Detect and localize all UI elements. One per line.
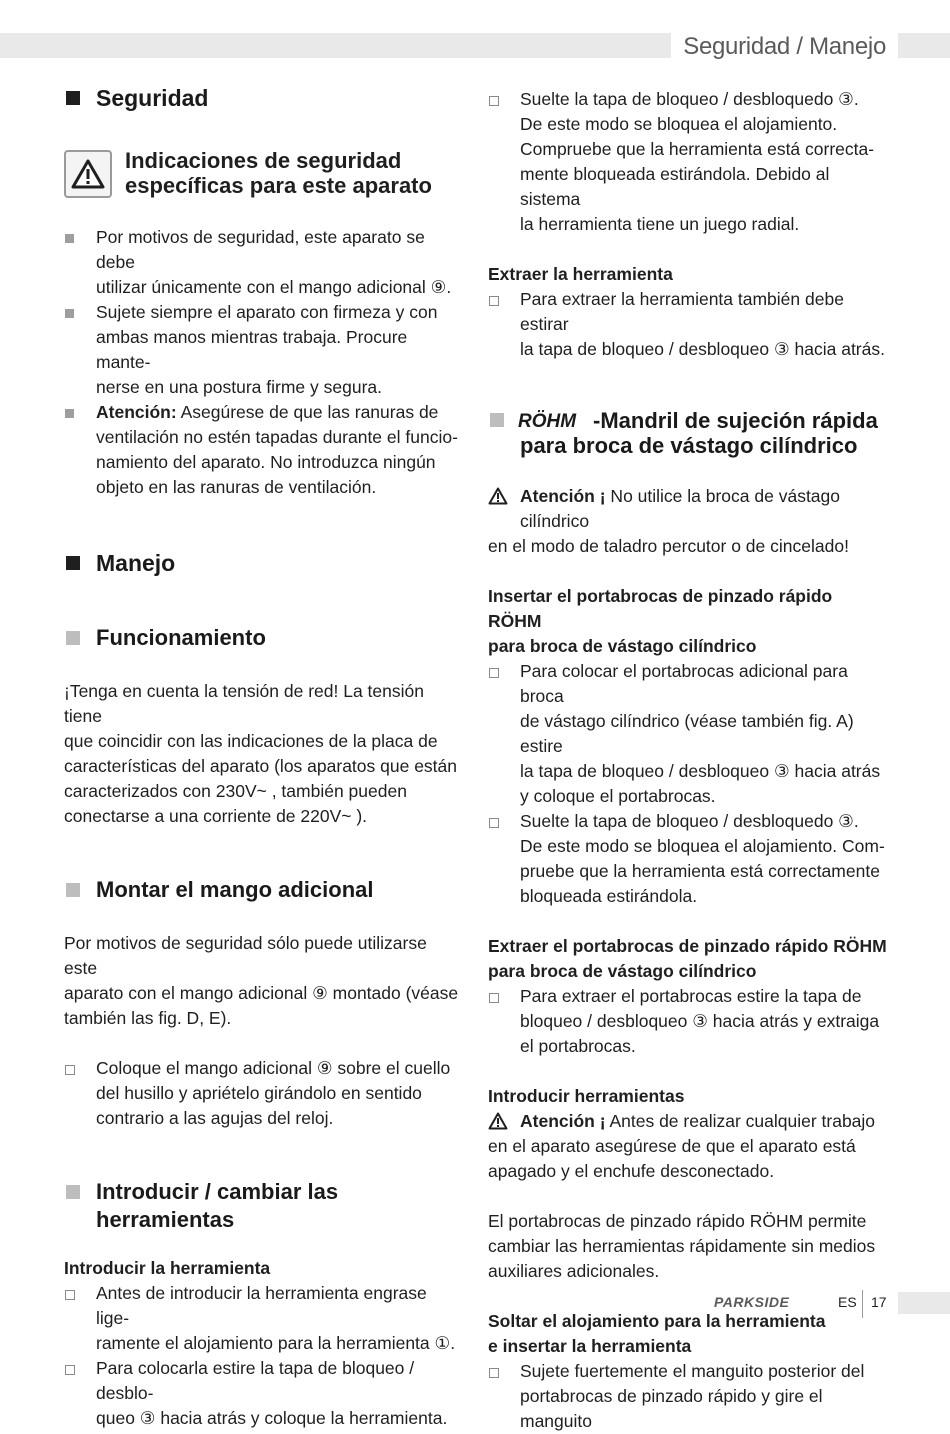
text-line: Soltar el alojamiento para la herramienta	[488, 1311, 826, 1331]
subheading-soltar	[488, 1309, 888, 1359]
text-line: de vástago cilíndrico (véase también fig. A) estire	[520, 711, 854, 756]
text-line: también las fig. D, E).	[64, 1008, 232, 1028]
heading-mango-text: Montar el mango adicional	[96, 877, 374, 902]
warning-triangle-icon	[488, 1112, 508, 1130]
text-line: en el modo de taladro percutor o de cincelado!	[488, 536, 849, 556]
mango-paragraph	[64, 931, 464, 1031]
text-line: nerse en una postura firme y segura.	[96, 377, 382, 397]
heading-square-icon	[66, 556, 80, 570]
attention-warning	[488, 1109, 888, 1134]
text-line: De este modo se bloquea el alojamiento. Com-	[520, 836, 885, 856]
text-line: y coloque el portabrocas.	[520, 786, 716, 806]
text-line: del husillo y apriételo girándolo en sentido	[96, 1083, 422, 1103]
heading-manejo	[64, 549, 464, 577]
list-item	[488, 87, 888, 237]
text-span: Asegúrese de que las ranuras de	[176, 402, 439, 422]
rohm-paragraph	[488, 1209, 888, 1284]
heading-funcionamiento	[64, 624, 464, 652]
list-item	[64, 1281, 464, 1356]
text-span: Antes de realizar cualquier trabajo	[605, 1111, 876, 1131]
attention-label: Atención ¡	[520, 1111, 606, 1131]
safety-warning-heading	[64, 148, 464, 198]
text-line: queo ③ hacia atrás y coloque la herramienta.	[96, 1408, 448, 1428]
warning-triangle-icon	[64, 150, 112, 198]
warning-triangle-icon	[488, 487, 508, 505]
list-item	[64, 300, 464, 400]
left-column	[64, 84, 464, 1431]
list-item	[64, 400, 464, 500]
text-span: No utilice la broca de vástago cilíndrico	[520, 486, 841, 531]
attention-warning	[488, 484, 888, 534]
text-line: Por motivos de seguridad, este aparato se debe	[96, 227, 425, 272]
heading-mandril	[488, 408, 888, 458]
text-line: aparato con el mango adicional ⑨ montado (véase	[64, 983, 459, 1003]
list-item	[64, 1056, 464, 1131]
language-code: ES	[838, 1294, 857, 1310]
text-line: bloqueo / desbloqueo ③ hacia atrás y extraiga	[520, 1011, 880, 1031]
heading-square-icon	[66, 91, 80, 105]
heading-seguridad	[64, 84, 464, 112]
checkbox-bullet-icon	[489, 993, 499, 1003]
text-line: Antes de introducir la herramienta engrase lige-	[96, 1283, 427, 1328]
heading-herramientas-text: Introducir / cambiar las herramientas	[96, 1179, 339, 1232]
text-line: De este modo se bloquea el alojamiento.	[520, 114, 838, 134]
bullet-square-icon	[65, 234, 74, 243]
text-line: namiento del aparato. No introduzca ningún	[96, 452, 436, 472]
text-line: Coloque el mango adicional ⑨ sobre el cuello	[96, 1058, 451, 1078]
list-item	[64, 1356, 464, 1431]
text-line: la tapa de bloqueo / desbloqueo ③ hacia atrás.	[520, 339, 885, 359]
subheading-introducir: Introducir la herramienta	[64, 1258, 271, 1278]
bullet-square-icon	[65, 409, 74, 418]
list-item	[488, 809, 888, 909]
safety-bullet-list	[64, 225, 464, 500]
list-item	[488, 659, 888, 809]
checkbox-bullet-icon	[489, 818, 499, 828]
footer-divider	[862, 1290, 863, 1318]
text-line: Insertar el portabrocas de pinzado rápido RÖHM	[488, 586, 833, 631]
attention-label: Atención:	[96, 402, 177, 422]
subheading-introducir-herramientas: Introducir herramientas	[488, 1086, 685, 1106]
heading-square-icon	[490, 413, 504, 427]
funcionamiento-paragraph	[64, 679, 464, 829]
warning-title-line: Indicaciones de seguridad	[125, 148, 402, 173]
text-line: que coincidir con las indicaciones de la placa de	[64, 731, 438, 751]
text-line: Suelte la tapa de bloqueo / desbloquedo ③.	[520, 811, 859, 831]
text-line: objeto en las ranuras de ventilación.	[96, 477, 377, 497]
heading-mandril-line: -Mandril de sujeción rápida	[593, 408, 878, 433]
bullet-square-icon	[65, 309, 74, 318]
text-line: mente bloqueada estirándola. Debido al sistema	[520, 164, 830, 209]
text-line: para broca de vástago cilíndrico	[488, 636, 757, 656]
checkbox-bullet-icon	[65, 1290, 75, 1300]
text-line: para broca de vástago cilíndrico	[488, 961, 757, 981]
checkbox-bullet-icon	[489, 668, 499, 678]
text-line: apagado y el enchufe desconectado.	[488, 1161, 775, 1181]
page-header-title: Seguridad / Manejo	[671, 30, 898, 64]
text-line: Para extraer la herramienta también debe estirar	[520, 289, 844, 334]
parkside-logo: PARKSIDE	[714, 1294, 790, 1310]
subheading-extraer: Extraer la herramienta	[488, 264, 673, 284]
text-line: caracterizados con 230V~ , también pueden	[64, 781, 407, 801]
list-item	[488, 287, 888, 362]
heading-square-icon	[66, 631, 80, 645]
text-line: Sujete siempre el aparato con firmeza y con	[96, 302, 438, 322]
text-line	[520, 484, 888, 534]
checkbox-bullet-icon	[489, 96, 499, 106]
list-item	[488, 984, 888, 1059]
text-line: Compruebe que la herramienta está correcta-	[520, 139, 875, 159]
checkbox-bullet-icon	[65, 1065, 75, 1075]
footer-bar	[898, 1292, 950, 1314]
text-line: características del aparato (los aparatos que están	[64, 756, 457, 776]
heading-manejo-text: Manejo	[96, 550, 176, 576]
subheading-extraer-portabrocas	[488, 934, 888, 984]
text-line: en el aparato asegúrese de que el aparato está	[488, 1136, 856, 1156]
page-number: 17	[871, 1294, 887, 1310]
svg-text:RÖHM: RÖHM	[518, 411, 577, 430]
text-line: e insertar la herramienta	[488, 1336, 692, 1356]
text-line: contrario a las agujas del reloj.	[96, 1108, 334, 1128]
heading-herramientas	[64, 1178, 464, 1234]
heading-funcionamiento-text: Funcionamiento	[96, 625, 266, 650]
text-line: Extraer el portabrocas de pinzado rápido RÖHM	[488, 936, 887, 956]
text-line: Para extraer el portabrocas estire la tapa de	[520, 986, 862, 1006]
text-line: Por motivos de seguridad sólo puede utilizarse este	[64, 933, 427, 978]
text-line: bloqueada estirándola.	[520, 886, 698, 906]
text-line: auxiliares adicionales.	[488, 1261, 660, 1281]
text-line: pruebe que la herramienta está correctamente	[520, 861, 880, 881]
heading-seguridad-text: Seguridad	[96, 85, 209, 111]
subheading-insertar	[488, 584, 888, 659]
text-line: la herramienta tiene un juego radial.	[520, 214, 800, 234]
text-line: Para colocarla estire la tapa de bloqueo / desblo-	[96, 1358, 415, 1403]
text-line: ¡Tenga en cuenta la tensión de red! La tensión tiene	[64, 681, 424, 726]
checkbox-bullet-icon	[489, 296, 499, 306]
text-line: ramente el alojamiento para la herramienta ①.	[96, 1333, 456, 1353]
heading-mandril-line: para broca de vástago cilíndrico	[520, 433, 858, 458]
checkbox-bullet-icon	[65, 1365, 75, 1375]
text-line: la tapa de bloqueo / desbloqueo ③ hacia atrás	[520, 761, 881, 781]
text-line: Para colocar el portabrocas adicional para broca	[520, 661, 848, 706]
text-line	[96, 400, 464, 425]
text-line: portabrocas de pinzado rápido y gire el manguito	[520, 1386, 823, 1431]
heading-square-icon	[66, 1185, 80, 1199]
right-column	[488, 87, 888, 1434]
heading-mango	[64, 876, 464, 904]
text-line: el portabrocas.	[520, 1036, 636, 1056]
list-item	[488, 1359, 888, 1434]
checkbox-bullet-icon	[489, 1368, 499, 1378]
text-line: Sujete fuertemente el manguito posterior del	[520, 1361, 865, 1381]
heading-square-icon	[66, 883, 80, 897]
warning-title-line: específicas para este aparato	[125, 173, 432, 198]
text-line: cambiar las herramientas rápidamente sin medios	[488, 1236, 876, 1256]
text-line: El portabrocas de pinzado rápido RÖHM permite	[488, 1211, 867, 1231]
list-item	[64, 225, 464, 300]
text-line: utilizar únicamente con el mango adicional ⑨.	[96, 277, 452, 297]
text-line: conectarse a una corriente de 220V~ ).	[64, 806, 368, 826]
text-line: ventilación no estén tapadas durante el funcio-	[96, 427, 458, 447]
attention-label: Atención ¡	[520, 486, 606, 506]
rohm-logo	[518, 410, 590, 435]
text-line: ambas manos mientras trabaja. Procure mante-	[96, 327, 408, 372]
text-line	[520, 1109, 888, 1134]
text-line: Suelte la tapa de bloqueo / desbloquedo ③.	[520, 89, 859, 109]
